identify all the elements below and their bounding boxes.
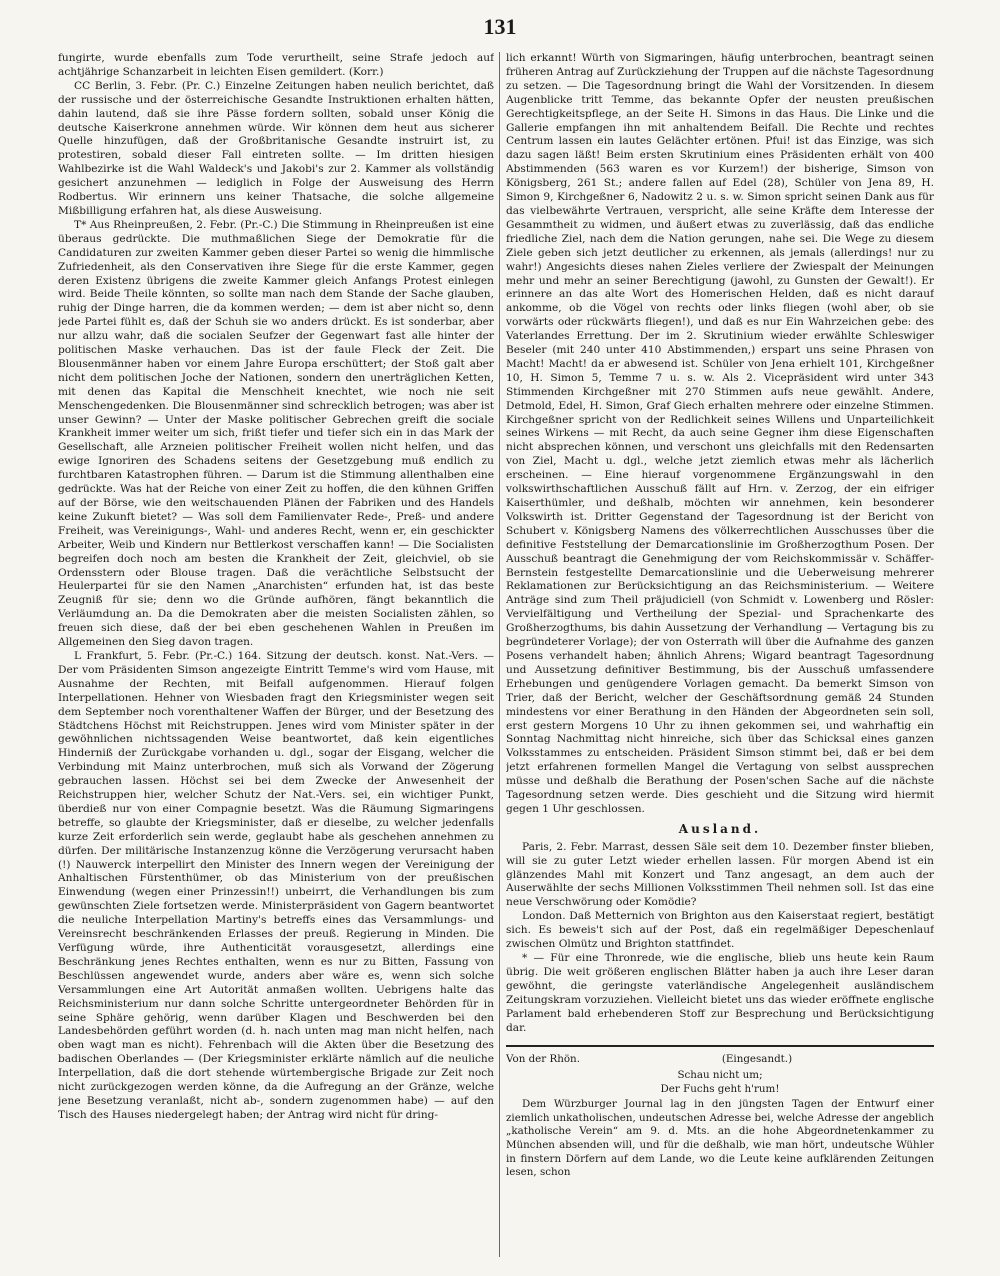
- page-number: 131: [483, 14, 517, 39]
- ausland-paragraph: * — Für eine Thronrede, wie die englische, blieb uns heute kein Raum übrig. Die weit größeren englischen Blätter haben ja auch ihre Leser daran gewöhnt, die geringste vaterländische Angelegenheit ausländischem Zeitungskram vorzuziehen. Vielleicht bietet uns das wieder eröffnete englische Parlament bald erhebenderen Stoff zur Besprechung und Berücksichtigung dar.: [506, 952, 934, 1034]
- right-column-paragraph: lich erkannt! Würth von Sigmaringen, häufig unterbrochen, beantragt seinen früheren Antrag auf Zurückziehung der Truppen auf die nächste Tagesordnung zu setzen. — Die Tagesordnung bringt die Wahl der Vorsitzenden. In diesem Augenblicke tritt Temme, das bekannte Opfer der neusten preußischen Gerechtigkeitspflege, an der Seite H. Simons in das Haus. Die Linke und die Gallerie empfangen ihn mit anhaltendem Beifall. Die Rechte und rechtes Centrum lassen ein lautes Gelächter ertönen. Pfui! ist das Einzige, was sich dazu sagen läßt! Beim ersten Skrutinium eines Präsidenten erhält von 400 Abstimmenden (563 waren es vor Kurzem!) der bisherige, Simson von Königsberg, 261 St.; andere fallen auf Edel (28), Schüler von Jena 89, H. Simon 9, Kirchgeßner 6, Nadowitz 2 u. s. w. Simon spricht seinen Dank aus für das vielbewährte Vertrauen, verspricht, alle seine Kräfte dem Interesse der Gesammtheit zu widmen, und äußert etwas zu zuverlässig, daß das endliche friedliche Ziel, nach dem die Nation gerungen, nahe sei. Die Wege zu diesem Ziele geben sich jetzt deutlicher zu erkennen, als jemals (allerdings! nur zu wahr!) Angesichts dieses nahen Zieles verliere der Zwiespalt der Meinungen mehr und mehr an seiner Berechtigung (jawohl, zu Gunsten der Gewalt!). Er erinnere an das alte Wort des Homerischen Helden, daß es nicht darauf ankomme, ob die Vögel von rechts oder links fliegen (wohl aber, ob sie vorwärts oder rückwärts fliegen!), und daß es nur Ein Wahrzeichen gebe: des Vaterlandes Errettung. Der im 2. Skrutinium wieder erwählte Schleswiger Beseler (mit 240 unter 410 Abstimmenden,) erspart uns seine Phrasen von Macht! Macht! da er abwesend ist. Schüler von Jena erhielt 101, Kirchgeßner 10, H. Simon 5, Temme 7 u. s. w. Als 2. Vicepräsident wird unter 343 Stimmenden Kirchgeßner mit 270 Stimmen aufs neue gewählt. Andere, Detmold, Edel, H. Simon, Graf Giech erhalten mehrere oder einzelne Stimmen. Kirchgeßner spricht von der Redlichkeit seines Willens und Unparteilichkeit seines Wirkens — mit Recht, da auch seine Gegner ihm diese Eigenschaften nicht absprechen können, und verschont uns gleichfalls mit den Redensarten von Ziel, Macht u. dgl., welche jetzt ziemlich etwas mehr als lächerlich erscheinen. — Eine hierauf vorgenommene Ergänzungswahl in den volkswirthschaftlichen Ausschuß fällt auf Hrn. v. Zerzog, der ein eifriger Kaiserthümler, und deßhalb, möchten wir annehmen, kein besonderer Volkswirth ist. Dritter Gegenstand der Tagesordnung ist der Bericht von Schubert v. Königsberg Namens des völkerrechtlichen Ausschusses über die definitive Feststellung der Demarcationslinie im Großherzogthum Posen. Der Ausschuß beantragt die Genehmigung der vom Reichskommissär v. Schäffer-Bernstein festgestellte Demarcationslinie und die Ueberweisung mehrerer Reklamationen zur Berücksichtigung an das Reichsministerium. — Weitere Anträge sind zum Theil präjudiciell (von Schmidt v. Lowenberg und Rösler: Vervielfältigung und Vertheilung der Spezial- und Sprachenkarte des Großherzogthums, bis dahin Aussetzung der Verhandlung — Vertagung bis zu begründeterer Vorlage); der von Osterrath will über die Aufnahme des ganzen Posens verhandelt haben; ähnlich Ahrens; Wigard beantragt Tagesordnung und Aussetzung definitiver Bestimmung, bis der Ausschuß umfassendere Erhebungen und genügendere Vorlagen gemacht. Da bemerkt Simson von Trier, daß der Bericht, welcher der Geschäftsordnung gemäß 24 Stunden mindestens vor einer Berathung in den Händen der Abgeordneten sein soll, erst gestern Morgens 10 Uhr zu ihnen gekommen sei, und wahrhaftig ein Sonntag Nachmittag nicht hinreiche, sich über das Schicksal eines ganzen Volksstammes zu entscheiden. Präsident Simson stimmt bei, daß er bei dem jetzt erfahrenen formellen Mangel die Vertagung von selbst aussprechen müsse und deßhalb die Berathung der Posen'schen Sache auf die nächste Tagesordnung setzen werde. Dies geschieht und die Sitzung wird hiermit gegen 1 Uhr geschlossen.: [506, 52, 934, 815]
- left-column: [58, 52, 494, 1257]
- notice-block: [506, 1053, 934, 1179]
- left-column-paragraph: fungirte, wurde ebenfalls zum Tode verurtheilt, seine Strafe jedoch auf achtjährige Schanzarbeit in leichten Eisen gemildert. (Korr.): [58, 52, 494, 78]
- right-column-articles: [506, 52, 934, 817]
- notice-origin: Von der Rhön.: [506, 1053, 580, 1066]
- ausland-paragraph: Paris, 2. Febr. Marrast, dessen Säle seit dem 10. Dezember finster blieben, will sie zu guter Letzt wieder erhellen lassen. Für morgen Abend ist ein glänzendes Mahl mit Konzert und Tanz angesagt, an dem auch der Auserwählte der sechs Millionen Volksstimmen Theil nehmen soll. Ist das eine neue Verschwörung oder Komödie?: [506, 840, 934, 909]
- ausland-paragraph: London. Daß Metternich von Brighton aus den Kaiserstaat regiert, bestätigt sich. Es beweis't sich auf der Post, daß ein regelmäßiger Depeschenlauf zwischen Olmütz und Brighton stattfindet.: [506, 910, 934, 951]
- notice-tag: (Eingesandt.): [721, 1053, 793, 1066]
- left-column-paragraph: L Frankfurt, 5. Febr. (Pr.-C.) 164. Sitzung der deutsch. konst. Nat.-Vers. — Der vom Präsidenten Simson angezeigte Eintritt Temme's wird vom Hause, mit Ausnahme der Rechten, mit Beifall aufgenommen. Hierauf folgen Interpellationen. Hehner von Wiesbaden fragt den Kriegsminister wegen seit dem September noch vorenthaltener Waffen der Bürger, und der Besetzung des Städtchens Höchst mit Reichstruppen. Jenes wird vom Minister später in der gewöhnlichen nichtssagenden Weise beantwortet, daß kein eigentliches Hinderniß der Zurückgabe vorhanden u. dgl., sogar der Eisgang, welcher die Verbindung mit Mainz unterbrochen, muß sich als Vorwand der Zögerung gebrauchen lassen. Höchst sei bei dem Zwecke der Anwesenheit der Reichstruppen hier, welcher Schutz der Nat.-Vers. sei, ein wichtiger Punkt, überdieß nur von einer Compagnie besetzt. Was die Räumung Sigmaringens betreffe, so glaubte der Kriegsminister, daß er dieselbe, zu welcher jedenfalls kurze Zeit erforderlich sein werde, geglaubt habe als geschehen annehmen zu dürfen. Der militärische Instanzenzug könne die Verzögerung verursacht haben (!) Nauwerck interpellirt den Minister des Innern wegen der Vereinigung der Anhaltischen Fürstenthümer, ob das Ministerium von der preußischen Einwendung (wegen einer Prinzessin!!) unbeirrt, die Verhandlungen bis zum gewünschten Ziele fortsetzen werde. Ministerpräsident von Gagern beantwortet die neuliche Interpellation Martiny's betreffs eines das Versammlungs- und Vereinsrecht beschränkenden Erlasses der preuß. Regierung in Minden. Die Verfügung würde, ihre Authenticität vorausgesetzt, allerdings eine Beschränkung jenes Rechtes enthalten, wenn es nur zu Bitten, Fassung von Beschlüssen angewendet wurde, anders aber wäre es, wenn sich solche Versammlungen eine Art Autorität anmaßen wollten. Uebrigens halte das Reichsministerium nur dann solche Schritte untergeordneter Behörden für in seine Sphäre gehörig, wenn darüber Klagen und Beschwerden bei den Landesbehörden geführt worden (d. h. nach unten mag man nicht helfen, nach oben wagt man es nicht). Fehrenbach will die Akten über die Besetzung des badischen Oberlandes — (Der Kriegsminister erklärte nämlich auf die neuliche Interpellation, daß die dort stehende würtembergische Brigade zur Zeit noch nicht zurückgezogen werden könne, da die Aufregung an der Gränze, welche jene Besetzung veranlaßt, nicht ab-, sondern zugenommen habe) — auf den Tisch des Hauses niedergelegt haben; der Antrag wird nicht für dring-: [58, 649, 494, 1121]
- section-heading-ausland: Ausland.: [678, 821, 762, 836]
- right-column: [506, 52, 934, 1257]
- left-column-paragraph: T* Aus Rheinpreußen, 2. Febr. (Pr.-C.) Die Stimmung in Rheinpreußen ist eine überaus gedrückte. Die muthmaßlichen Siege der Demokratie für die Candidaturen zur zweiten Kammer geben dieser Partei so wenig die himmlische Zufriedenheit, als den Conservativen ihre Siege für die erste Kammer, gegen deren Existenz übrigens die zweite Kammer gleich Anfangs Protest einlegen wird. Beide Theile könnten, so sollte man nach dem Stande der Sache glauben, ruhig der Dinge harren, die da kommen werden; — dem ist aber nicht so, denn jede Partei fühlt es, daß der Schuh sie wo anders drückt. Es ist sonderbar, aber nur allzu wahr, daß die socialen Seufzer der Gegenwart fast alle hinter der politischen Maske verhauchen. Das ist der faule Fleck der Zeit. Die Blousenmänner haben vor einem Jahre Europa erschüttert; der Stoß galt aber nicht dem politischen Joche der Nationen, sondern den unerträglichen Ketten, mit denen das Kapital die Menschheit knechtet, wie noch nie seit Menschengedenken. Die Blousenmänner sind schrecklich betrogen; was aber ist unser Gewinn? — Unter der Maske politischer Gebrechen greift die sociale Krankheit immer weiter um sich, frißt tiefer und tiefer sich ein in das Mark der Gesellschaft, alle Arzneien politischer Freiheit wollen nicht helfen, und das ewige Ignoriren des Schadens seitens der Gesetzgebung muß endlich zu furchtbaren Katastrophen führen. — Darum ist die Stimmung allenthalben eine gedrückte. Was hat der Reiche von einer Zeit zu hoffen, die den kühnen Griffen auf der Börse, wie den weitschauenden Plänen der Fabriken und des Handels keine Zukunft bietet? — Was soll dem Familienvater Rede-, Preß- und andere Freiheit, was Vereinigungs-, Wahl- und anderes Recht, wenn er, ein geschickter Arbeiter, Weib und Kindern nur Bettlerkost verschaffen kann! — Die Socialisten begreifen doch noch am besten die Krankheit der Zeit, gleichviel, ob sie Ordensstern oder Blouse tragen. Daß die verächtliche Selbstsucht der Heulerpartei für sie den Namen „Anarchisten“ erfunden hat, ist das beste Zeugniß für sie; denn wo die Gründe aufhören, fängt bekanntlich die Verläumdung an. Da die Demokraten aber die meisten Socialisten zählen, so freuen sich diese, daß der bei eben geschehenen Wahlen in Preußen im Allgemeinen den Sieg davon tragen.: [58, 218, 494, 649]
- left-column-paragraph: CC Berlin, 3. Febr. (Pr. C.) Einzelne Zeitungen haben neulich berichtet, daß der russische und der österreichische Gesandte Instruktionen erhalten hätten, dahin lautend, daß sie ihre Pässe fordern sollten, sobald unser König die deutsche Kaiserkrone annehmen würde. Wir können dem heut aus sicherer Quelle hinzufügen, daß der Großbritanische Gesandte instruirt ist, zu protestiren, sobald dieser Fall eintreten sollte. — Im dritten hiesigen Wahlbezirke ist die Wahl Waldeck's und Jakobi's zur 2. Kammer als vollständig gesichert anzunehmen — lediglich in Folge der Ausweisung des Herrn Rodbertus. Wir erinnern uns keiner Thatsache, die solche allgemeine Mißbilligung erfahren hat, als diese Ausweisung.: [58, 79, 494, 217]
- notice-verse-1: Schau nicht um;: [677, 1069, 763, 1082]
- section-rule: [506, 1045, 934, 1047]
- notice-body: Dem Würzburger Journal lag in den jüngsten Tagen der Entwurf einer ziemlich unkatholischen, undeutschen Adresse bei, welche Adresse der angeblich „katholische Verein“ am 9. d. Mts. an die hohe Abgeordnetenkammer zu München absenden will, und für die deßhalb, wie man hört, undeutsche Wühler in finstern Dörfern auf dem Lande, wo die Leute keine aufklärenden Zeitungen lesen, schon: [506, 1098, 934, 1179]
- column-divider: [499, 52, 500, 1257]
- ausland-articles: [506, 841, 934, 1036]
- notice-verse-2: Der Fuchs geht h'rum!: [660, 1082, 780, 1095]
